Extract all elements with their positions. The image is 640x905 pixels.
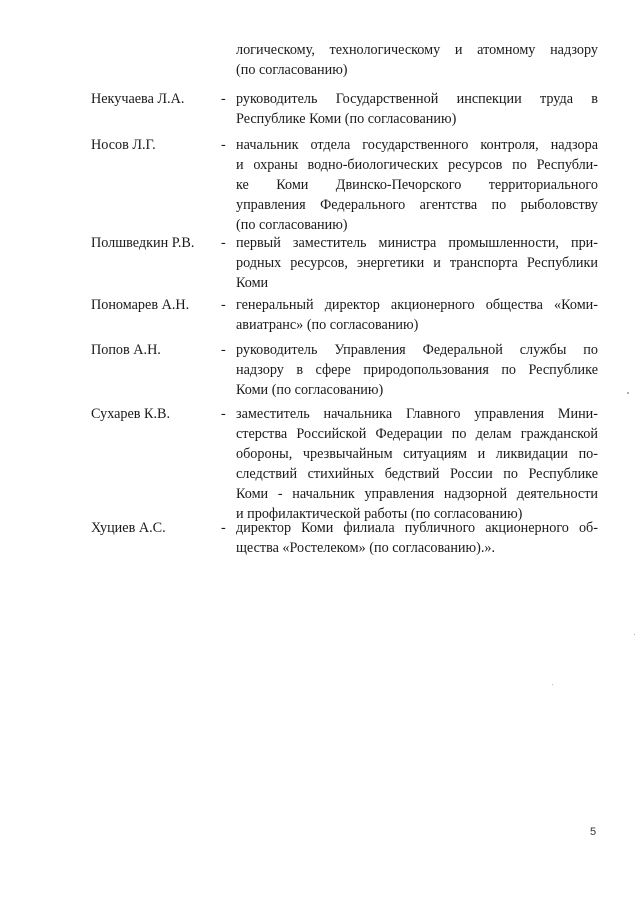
dash-separator: - — [221, 235, 226, 251]
role-line: генеральный директор акционерного общества «Коми- — [236, 297, 598, 313]
member-name: Пономарев А.Н. — [91, 297, 190, 313]
continuation-line: логическому, технологическому и атомному надзору — [236, 42, 598, 58]
member-name: Некучаева Л.А. — [91, 91, 185, 107]
scan-speck — [627, 392, 629, 394]
member-name: Сухарев К.В. — [91, 406, 171, 422]
dash-separator: - — [221, 342, 226, 358]
member-role — [236, 233, 598, 293]
role-line: Коми — [236, 275, 269, 291]
role-line: директор Коми филиала публичного акционерного об- — [236, 520, 598, 536]
role-line: первый заместитель министра промышленности, при- — [236, 235, 598, 251]
role-line: управления Федерального агентства по рыболовству — [236, 197, 598, 213]
role-line: обороны, чрезвычайным ситуациям и ликвидации по- — [236, 446, 598, 462]
page-number: 5 — [590, 826, 597, 838]
member-role — [236, 89, 598, 129]
member-role — [236, 135, 598, 235]
scan-speck — [634, 634, 635, 635]
member-name: Попов А.Н. — [91, 342, 161, 358]
member-name: Хуциев А.С. — [91, 520, 166, 536]
role-line: родных ресурсов, энергетики и транспорта Республики — [236, 255, 598, 271]
continuation-line: (по согласованию) — [236, 62, 348, 78]
scan-speck — [552, 684, 553, 685]
member-role — [236, 518, 598, 558]
role-line: щества «Ростелеком» (по согласованию).». — [236, 540, 496, 556]
role-line: начальник отдела государственного контроля, надзора — [236, 137, 598, 153]
role-line: и охраны водно-биологических ресурсов по Республи- — [236, 157, 598, 173]
dash-separator: - — [221, 91, 226, 107]
dash-separator: - — [221, 137, 226, 153]
member-name: Носов Л.Г. — [91, 137, 156, 153]
member-role — [236, 404, 598, 524]
role-line: ке Коми Двинско-Печорского территориального — [236, 177, 598, 193]
role-line: надзору в сфере природопользования по Республике — [236, 362, 598, 378]
continuation-text — [236, 40, 598, 80]
role-line: заместитель начальника Главного управления Мини- — [236, 406, 598, 422]
role-line: авиатранс» (по согласованию) — [236, 317, 419, 333]
role-line: руководитель Управления Федеральной службы по — [236, 342, 598, 358]
role-line: Коми - начальник управления надзорной деятельности — [236, 486, 598, 502]
role-line: и профилактической работы (по согласованию) — [236, 506, 523, 522]
role-line: руководитель Государственной инспекции труда в — [236, 91, 598, 107]
role-line: Республике Коми (по согласованию) — [236, 111, 457, 127]
member-role — [236, 295, 598, 335]
role-line: стерства Российской Федерации по делам гражданской — [236, 426, 598, 442]
member-name: Полшведкин Р.В. — [91, 235, 195, 251]
member-role — [236, 340, 598, 400]
dash-separator: - — [221, 297, 226, 313]
role-line: следствий стихийных бедствий России по Республике — [236, 466, 598, 482]
role-line: (по согласованию) — [236, 217, 348, 233]
dash-separator: - — [221, 406, 226, 422]
dash-separator: - — [221, 520, 226, 536]
role-line: Коми (по согласованию) — [236, 382, 384, 398]
